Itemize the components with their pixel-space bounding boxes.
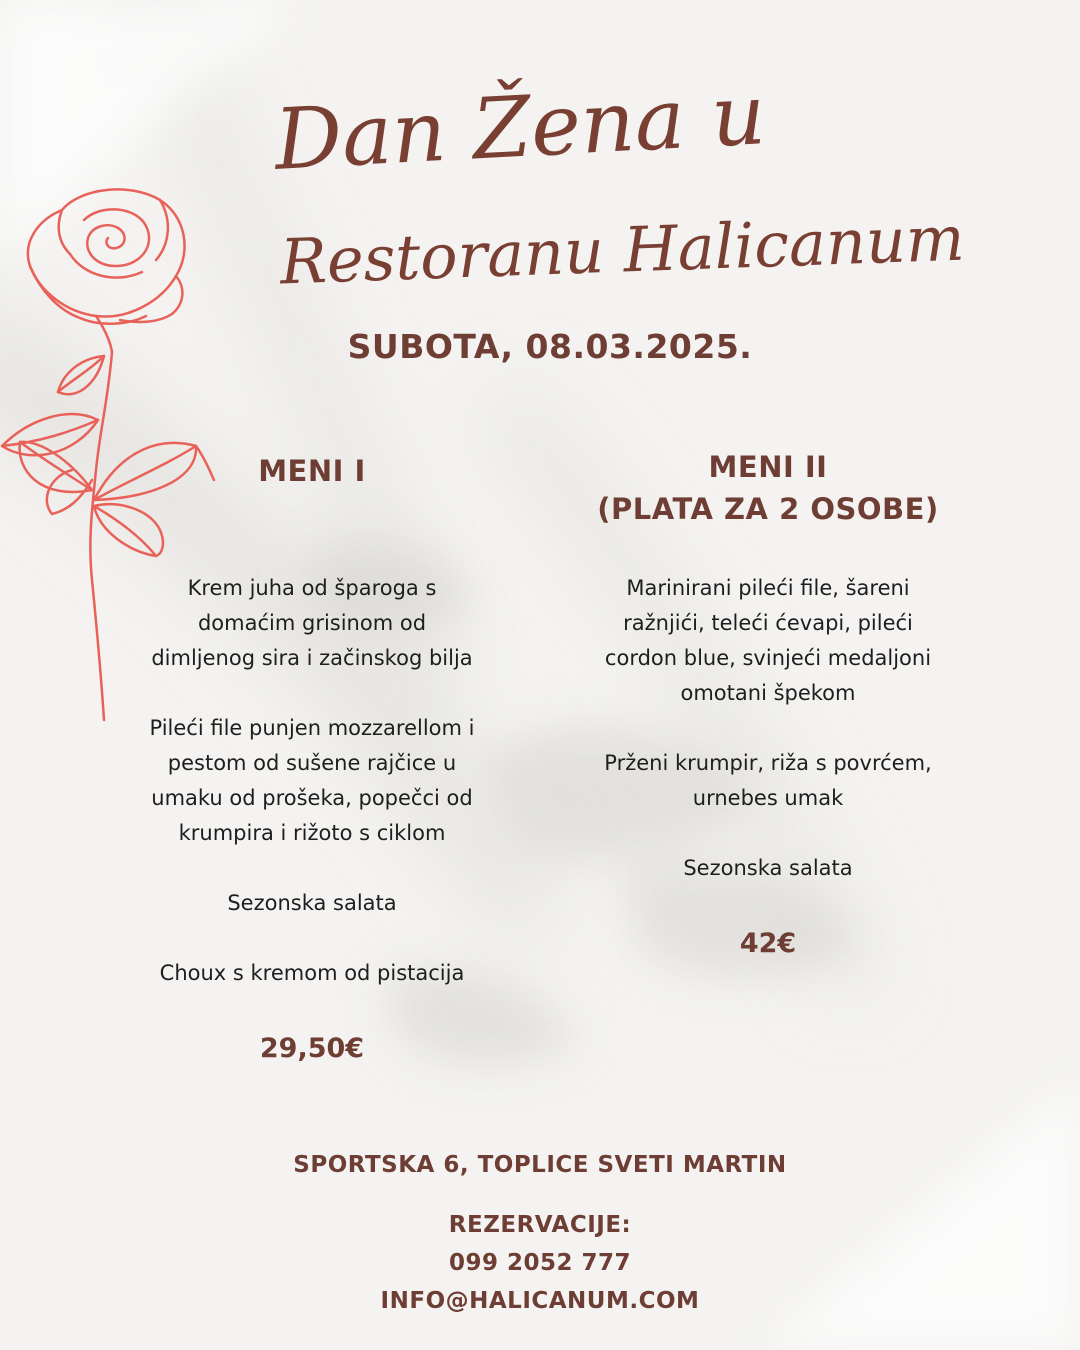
menu-2-title <box>550 446 986 530</box>
menu-2-dish-3-line: Sezonska salata <box>683 856 853 880</box>
menu-1-dish-1-line: domaćim grisinom od <box>197 611 427 635</box>
menu-1-dish-1-line: dimljenog sira i začinskog bilja <box>151 646 473 670</box>
event-date: SUBOTA, 08.03.2025. <box>347 327 753 366</box>
reservations-label: REZERVACIJE: <box>448 1212 632 1238</box>
menu-2-dish-1-line: omotani špekom <box>680 681 856 705</box>
menu-1-dish-2-line: umaku od prošeka, popečci od <box>151 786 473 810</box>
title-line-2: Restoranu Halicanum <box>278 201 966 299</box>
menu-2-price: 42€ <box>739 928 797 959</box>
menu-2-dish-2-line: urnebes umak <box>692 786 844 810</box>
menu-2-dish-3 <box>550 851 986 886</box>
menu-1-price: 29,50€ <box>259 1033 365 1064</box>
menu-2-dish-1-line: Marinirani pileći file, šareni <box>626 576 910 600</box>
menu-2-dish-1 <box>550 571 986 711</box>
menu-1-dish-1 <box>112 571 512 676</box>
menu-2-title-line: MENI II <box>708 450 828 484</box>
title-line-1: Dan Žena u <box>272 65 768 189</box>
menu-2-dish-1-line: cordon blue, svinjeći medaljoni <box>604 646 932 670</box>
menu-1-dish-1-line: Krem juha od šparoga s <box>187 576 437 600</box>
menu-1-dish-3 <box>112 886 512 921</box>
menu-1-dish-2-line: pestom od sušene rajčice u <box>167 751 457 775</box>
menu-1-dish-2-line: Pileći file punjen mozzarellom i <box>149 716 475 740</box>
menu-1-dish-2 <box>112 711 512 851</box>
menu-1-dish-4-line: Choux s kremom od pistacija <box>159 961 465 985</box>
email-link[interactable]: INFO@HALICANUM.COM <box>380 1288 700 1314</box>
menu-2-dish-1-line: ražnjići, teleći ćevapi, pileći <box>623 611 913 635</box>
menu-2-dish-2 <box>550 746 986 816</box>
menu-1-dish-3-line: Sezonska salata <box>227 891 397 915</box>
menu-1-title: MENI I <box>258 454 366 488</box>
menu-1-dish-2-line: krumpira i rižoto s ciklom <box>178 821 446 845</box>
menu-2-dish-2-line: Prženi krumpir, riža s povrćem, <box>604 751 932 775</box>
menu-1-dish-4 <box>112 956 512 991</box>
menu-2-title-line: (PLATA ZA 2 OSOBE) <box>597 492 939 526</box>
phone-number[interactable]: 099 2052 777 <box>448 1250 632 1276</box>
address: SPORTSKA 6, TOPLICE SVETI MARTIN <box>293 1152 787 1178</box>
